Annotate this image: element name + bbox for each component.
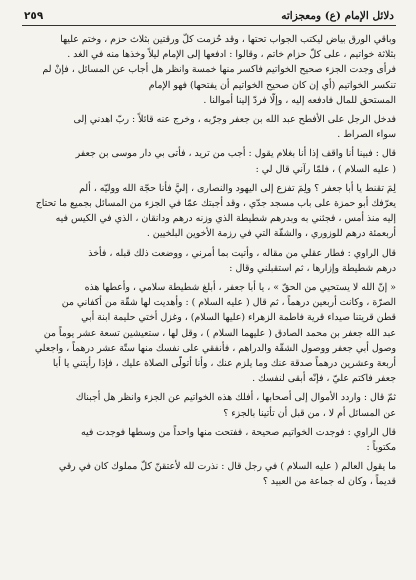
text-line: ثمّ قال : واردد الأموال إلى أصحابها ، أفلك هذه الخواتيم عن الجزء وانظر هل أجبناك — [75, 392, 396, 404]
paragraph — [22, 459, 396, 489]
text-line: وباقي الورق بياض ليكتب الجواب تحتها ، وقد حُزمت كلّ ورقتين بثلاث حزم ، وختم عليها — [60, 34, 396, 45]
text-line: إليه منذ أمس ، فجئني به وبدرهم شطيطة الذي وزنه درهم ودانقان ، الذي في الكيس فيه — [55, 213, 396, 225]
text-line: المستحق للمال فادفعه إليه ، وإلّا فردّ إلينا أموالنا . — [203, 94, 396, 106]
text-line: درهم شطيطة وإزارها ، ثم استقبلني وقال : — [229, 262, 396, 274]
text-line: الصرّة ، وكانت أربعين درهماً ، ثم قال ( عليه السلام ) : وأهديت لها شقّة من أكفاني من — [61, 297, 396, 309]
text-line: جعفر فاكتم عليّ ، فإنّه أبقى لنفسك . — [252, 373, 396, 385]
text-line: مكتوباً : — [366, 442, 396, 454]
text-line: قديماً ، وكان له جماعة من العبيد ؟ — [262, 476, 396, 488]
text-line: عن المسائل أم لا ، من قبل أن تأتينا بالجزء ؟ — [223, 407, 396, 419]
paragraph — [22, 246, 396, 276]
text-line: لِمَ تقنط يا أبا جعفر ؟ ولِمَ تفزع إلى اليهود والنصارى ، إليَّ فأنا حجّة الله ووليّه ، ألم — [79, 182, 396, 194]
text-line: أربعة وعشرين درهماً صدقة عنك وما يلزم عنك ، وأنا أتولّى الصلاة عليك ، فإذا رأيتني يا أبا — [52, 358, 396, 370]
page-header — [22, 10, 396, 26]
text-line: قال الراوي : فطار عقلي من مقاله ، وأتيت بما أمرني ، ووضعت ذلك قبله ، فأخذ — [88, 247, 396, 259]
text-line: فدخل الرجل على الأفطح عبد الله بن جعفر وجرّبه ، وخرج عنه قائلاً : ربّ اهدني إلى — [73, 114, 396, 126]
text-line: قطن قريتنا صيداء قرية فاطمة الزهراء (عليها السلام) ، وغزل أختي حليمة ابنة أبي — [81, 312, 396, 324]
paragraph — [22, 112, 396, 142]
text-line: سواء الصراط . — [337, 129, 396, 141]
running-title: دلائل الإمام (ع) ومعجزاته — [281, 10, 394, 22]
text-line: وصول أبي جعفر ووصول الشقّة والدراهم ، فأنفقي على نفسك منها ستّة عشر درهماً ، واجعلي — [34, 342, 396, 354]
text-line: ( عليه السلام ) ، فلمّا رآني قال لي : — [255, 163, 396, 175]
text-line: فرأى وجدت الجزء صحيح الخواتيم فاكسر منها خمسة وانظر هل أجاب عن المسائل ، فإنْ لم — [42, 64, 396, 76]
text-line: « إنّ الله لا يستحيي من الحقّ » ، يا أبا جعفر ، أبلغ شطيطة سلامي ، وأعطها هذه — [84, 282, 396, 294]
text-line: أربعمئة درهم للوزوري ، والشقّة التي في رزمة الأخوين البلخيين . — [146, 228, 396, 240]
paragraph — [22, 32, 396, 108]
text-line: قال : فبينا أنا واقف إذا أنا بغلام يقول : أجب من تريد ، فأتى بي دار موسى بن جعفر — [75, 148, 396, 160]
body-text — [22, 32, 396, 490]
paragraph — [22, 425, 396, 455]
page-number: ٢٥٩ — [24, 10, 44, 22]
paragraph — [22, 280, 396, 386]
paragraph — [22, 181, 396, 242]
text-line: ما يقول العالم ( عليه السلام ) في رجل قال : نذرت لله لأعتقنّ كلّ مملوك كان في رقي — [58, 461, 396, 473]
text-line: عبد الله جعفر بن محمد الصادق ( عليهما السلام ) ، وقل لها ، ستعيشين تسعة عشر يوماً من — [43, 327, 396, 339]
text-line: بثلاثة خواتيم ، على كلّ حزام خاتم ، وقالوا : ادفعها إلى الإمام ليلاً وخذها منه في الغد . — [67, 49, 396, 61]
paragraph — [22, 390, 396, 420]
text-line: قال الراوي : فوجدت الخواتيم صحيحة ، ففتحت منها واحداً من وسطها فوجدت فيه — [80, 426, 396, 438]
text-line: يعرّفك أبو حمزة على باب مسجد جدّي ، وقد أجبتك عمّا في الجزء من المسائل بجميع ما تحتاج — [35, 198, 396, 210]
paragraph — [22, 146, 396, 176]
text-line: تنكسر الخواتيم (أي إن كان صحيح الخواتيم أن يفتحها) فهو الإمام — [148, 79, 396, 91]
